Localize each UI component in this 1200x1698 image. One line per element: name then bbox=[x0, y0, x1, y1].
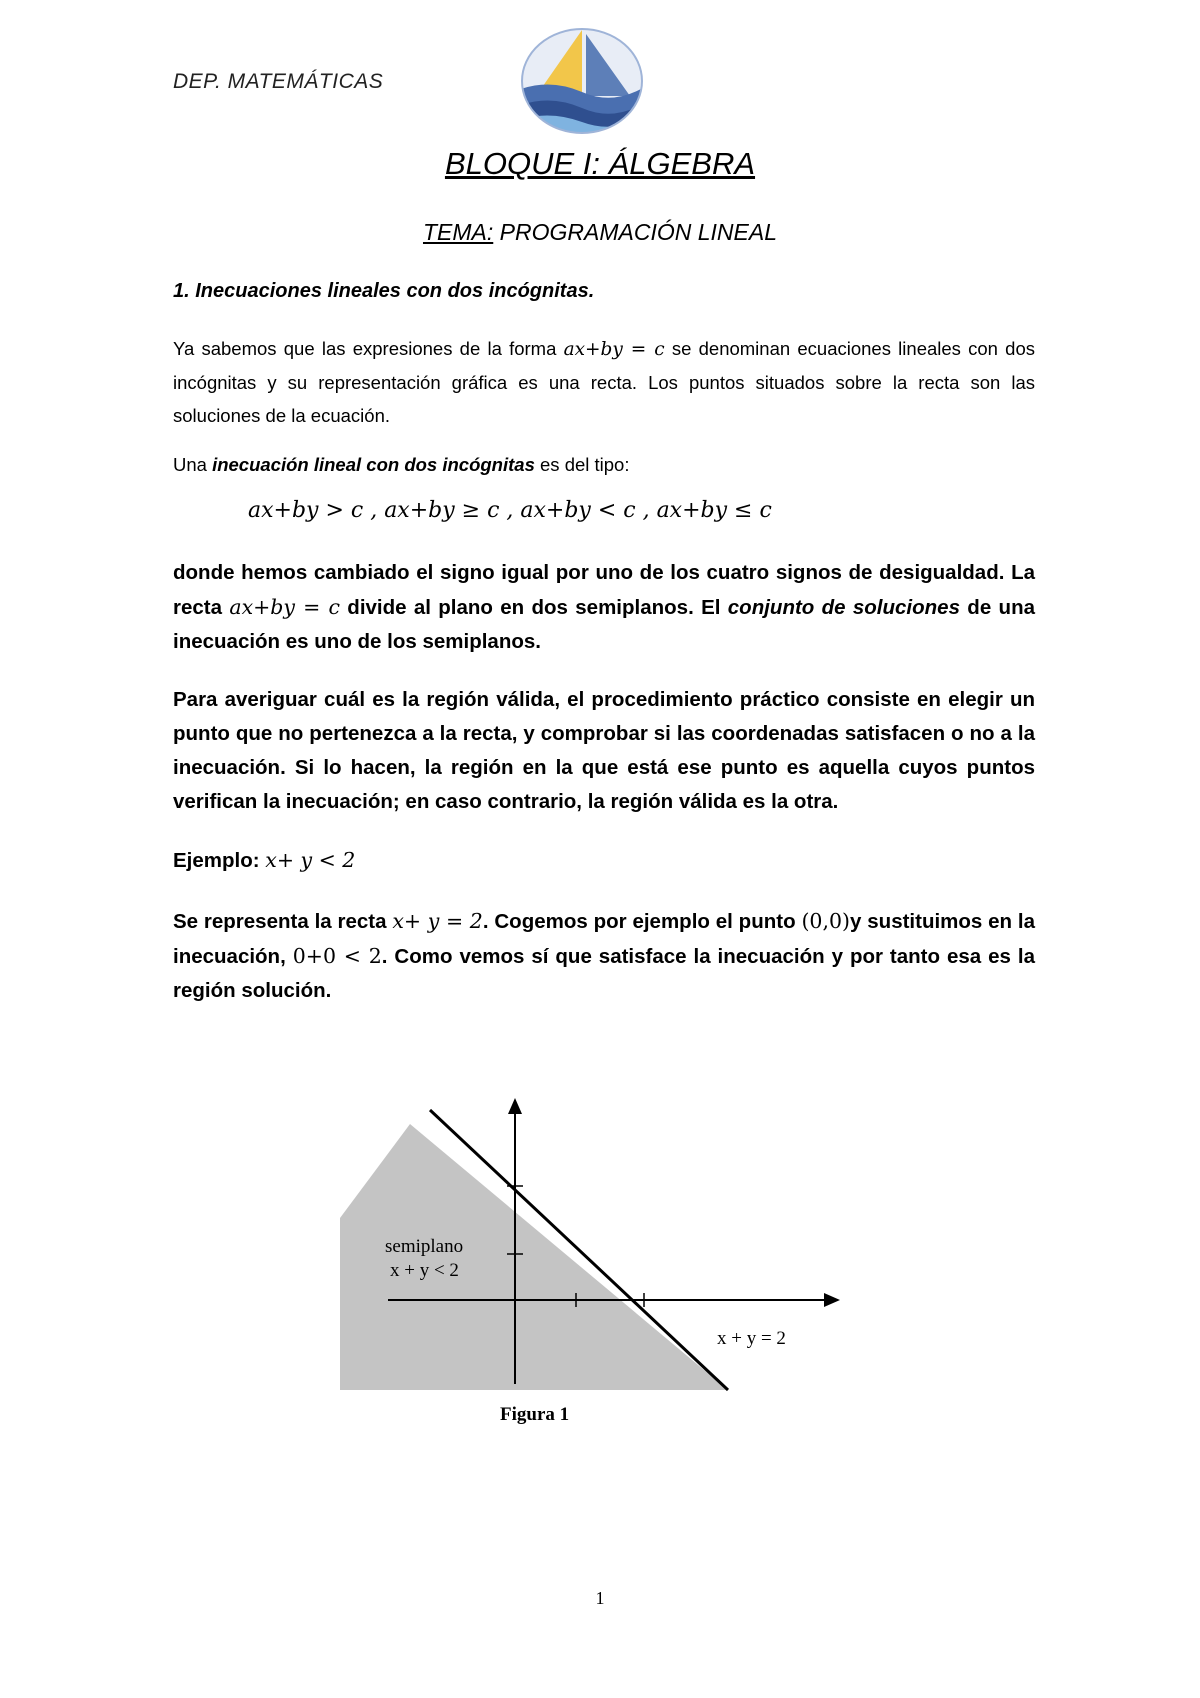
page-title: BLOQUE I: ÁLGEBRA bbox=[444, 146, 756, 181]
shaded-semiplane bbox=[340, 1124, 728, 1390]
x-axis-arrow bbox=[824, 1293, 840, 1307]
page-number: 1 bbox=[595, 1588, 605, 1608]
y-axis-arrow bbox=[508, 1098, 522, 1114]
line-label: x + y = 2 bbox=[717, 1328, 786, 1349]
paragraph-semiplanes: donde hemos cambiado el signo igual por uno de los cuatro signos de desigualdad. La recta ax+by = c divide al plano en dos semiplanos. El conjunto de soluciones de una inecuación es uno de los semiplanos. bbox=[173, 561, 1036, 653]
example-label: Ejemplo: x+ y < 2 bbox=[173, 848, 356, 872]
paragraph-definition: Una inecuación lineal con dos incógnitas es del tipo: bbox=[173, 454, 630, 475]
section-heading: 1. Inecuaciones lineales con dos incógnitas. bbox=[173, 280, 595, 302]
paragraph-intro: Ya sabemos que las expresiones de la forma ax+by = c se denominan ecuaciones lineales con dos incógnitas y su representación gráfica es una recta. Los puntos situados sobre la recta son las soluciones de la ecuación. bbox=[173, 338, 1036, 426]
region-label-2: x + y < 2 bbox=[390, 1260, 459, 1281]
figure-caption: Figura 1 bbox=[500, 1404, 570, 1425]
ies-logo bbox=[518, 26, 646, 136]
department-name: DEP. MATEMÁTICAS bbox=[173, 70, 384, 93]
paragraph-procedure: Para averiguar cuál es la región válida, el procedimiento práctico consiste en elegir un punto que no pertenezca a la recta, y comprobar si las coordenadas satisfacen o no a la inecuación. Si lo hacen, la región en la que está ese punto es aquella cuyos puntos verifican la inecuación; en caso contrario, la región válida es la otra. bbox=[173, 688, 1035, 813]
figure-semiplane bbox=[330, 1090, 850, 1430]
region-label-1: semiplano bbox=[385, 1236, 464, 1257]
paragraph-example: Se representa la recta x+ y = 2. Cogemos por ejemplo el punto (0,0)y sustituimos en la inecuación, 0+0 < 2. Como vemos sí que satisface la inecuación y por tanto esa es la región solución. bbox=[173, 909, 1036, 1002]
page-subtitle: TEMA: PROGRAMACIÓN LINEAL bbox=[422, 219, 777, 245]
inequality-forms: ax+by > c , ax+by ≥ c , ax+by < c , ax+by ≤ c bbox=[248, 498, 772, 523]
